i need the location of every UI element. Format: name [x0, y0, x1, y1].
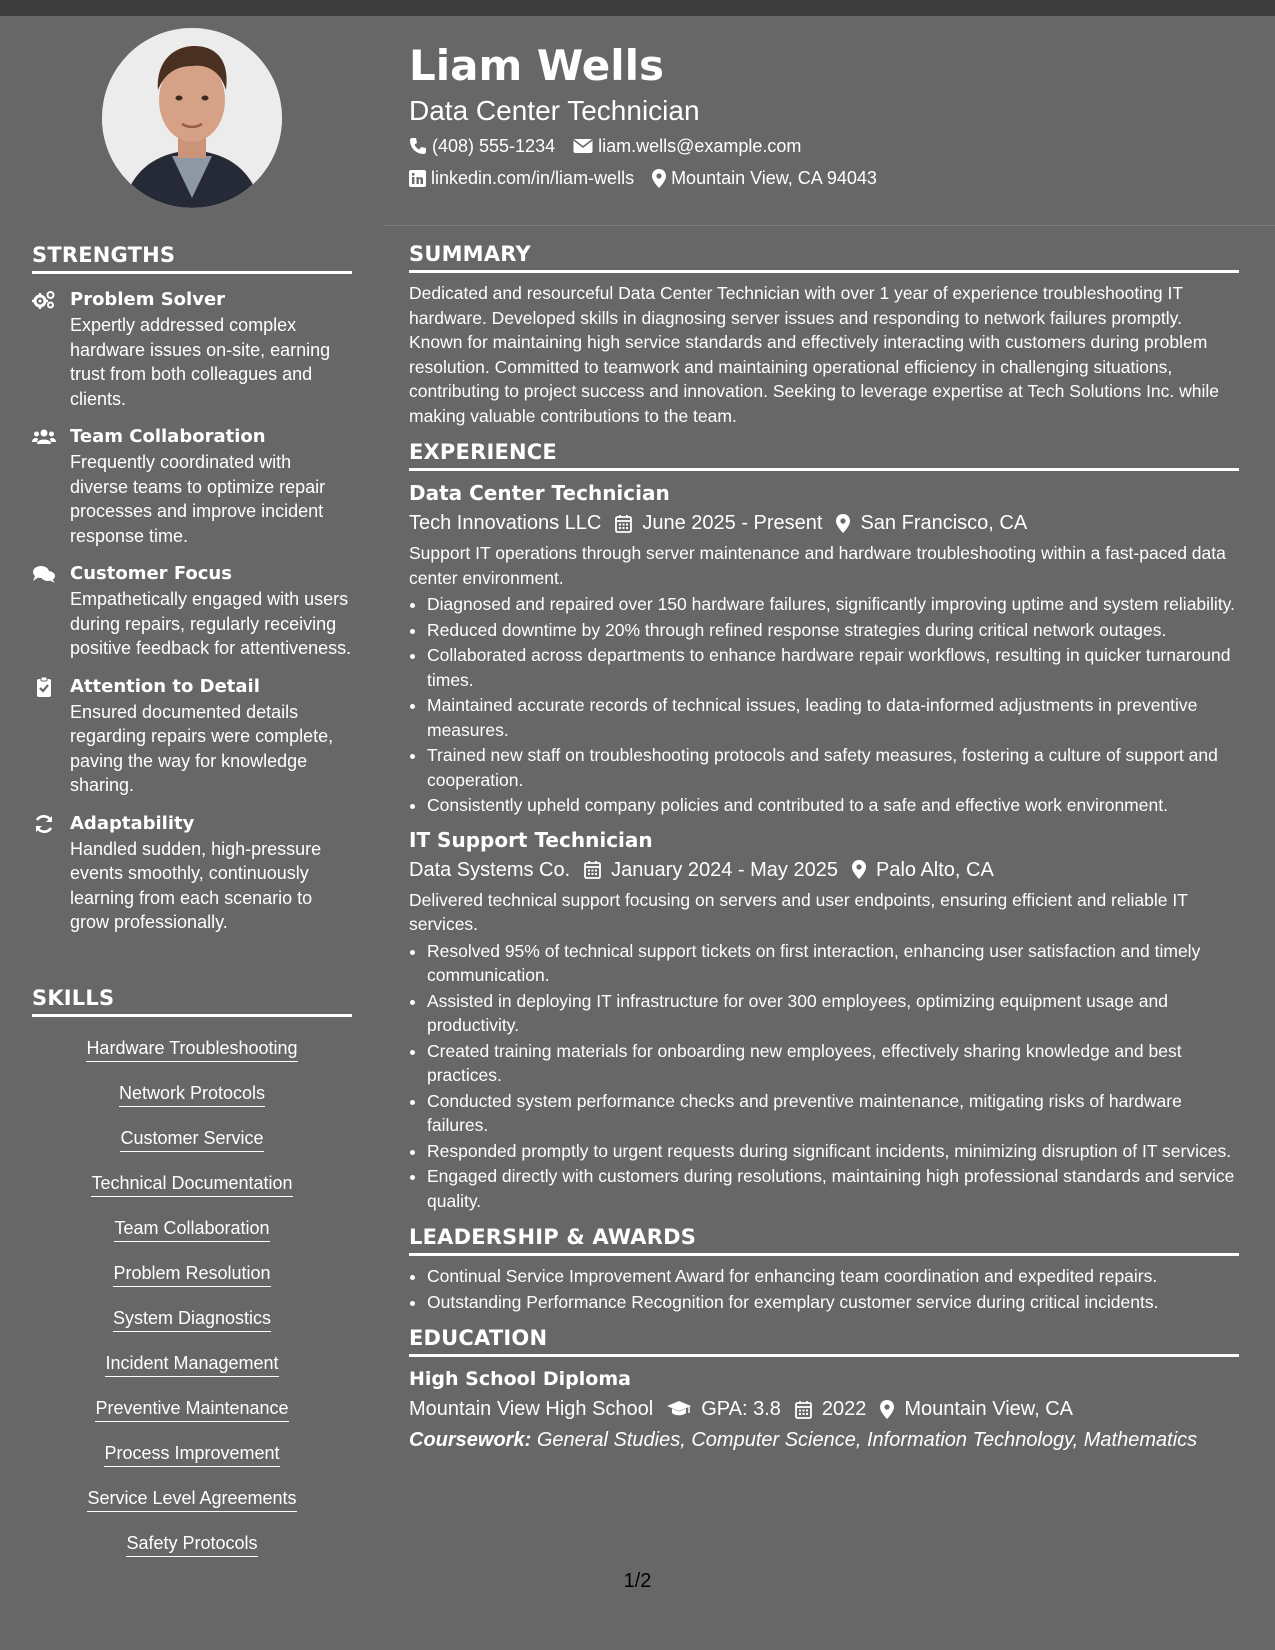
strength-desc: Ensured documented details regarding repairs were complete, paving the way for knowledge sharing. — [70, 701, 334, 795]
resume-header — [409, 40, 1239, 194]
skills-title: SKILLS — [32, 986, 352, 1017]
strength-name: Adaptability — [70, 812, 195, 834]
calendar-icon — [795, 1400, 812, 1419]
awards-list — [409, 1264, 1239, 1314]
education-location: Mountain View, CA — [904, 1398, 1074, 1420]
education-degree: High School Diploma — [409, 1368, 631, 1390]
skill-item: Customer Service — [120, 1127, 263, 1152]
summary-title: SUMMARY — [409, 242, 1239, 273]
job-bullets — [409, 592, 1239, 818]
profile-photo — [102, 28, 282, 208]
job-location-item — [852, 854, 994, 886]
map-marker-icon — [652, 169, 666, 188]
avatar — [102, 28, 282, 208]
email-item — [573, 130, 801, 162]
experience-section — [409, 440, 1239, 1213]
job-location: Palo Alto, CA — [875, 858, 994, 881]
job-entry — [409, 826, 1239, 1214]
list-item: • Engaged directly with customers during resolutions, maintaining high professional standards and service quality. — [427, 1164, 1239, 1213]
skill-item: Incident Management — [105, 1352, 278, 1377]
top-bar — [0, 0, 1275, 16]
education-meta — [409, 1393, 1239, 1425]
contact-row-1 — [409, 130, 1239, 162]
experience-title: EXPERIENCE — [409, 440, 1239, 471]
list-item: • Collaborated across departments to enhance hardware repair workflows, resulting in quicker turnaround times. — [427, 643, 1239, 692]
strength-desc: Handled sudden, high-pressure events smoothly, continuously learning from each scenario to grow professionally. — [70, 838, 322, 932]
location-item — [652, 162, 877, 194]
clipboard-check-icon — [32, 677, 56, 697]
education-gpa: GPA: 3.8 — [701, 1398, 781, 1420]
list-item: • Diagnosed and repaired over 150 hardware failures, significantly improving uptime and system reliability. — [427, 592, 1239, 617]
phone-icon — [409, 137, 427, 155]
comments-icon — [32, 564, 56, 584]
education-year-item — [795, 1393, 867, 1425]
job-dates: June 2025 - Present — [642, 512, 823, 534]
strength-name: Problem Solver — [70, 289, 226, 310]
strength-item — [32, 812, 352, 935]
candidate-name: Liam Wells — [409, 41, 664, 90]
education-year: 2022 — [821, 1398, 867, 1420]
job-dates-item — [615, 507, 822, 539]
job-location: San Francisco, CA — [860, 512, 1028, 534]
sync-icon — [32, 814, 56, 834]
strength-desc: Empathetically engaged with users during repairs, regularly receiving positive feedback for attentiveness. — [70, 589, 352, 658]
job-description: Support IT operations through server maintenance and hardware troubleshooting within a fast-paced data center environment. — [409, 543, 1226, 588]
job-title: Data Center Technician — [409, 481, 670, 505]
job-description: Delivered technical support focusing on servers and user endpoints, ensuring efficient and reliable IT services. — [409, 889, 1188, 934]
phone-text[interactable]: (408) 555-1234 — [432, 136, 556, 156]
summary-text: Dedicated and resourceful Data Center Technician with over 1 year of experience troubleshooting IT hardware. Developed skills in diagnosing server issues and responding to network failures promptly. Known for maintaining high service standards and effectively interacting with customers during problem resolution. Committed to teamwork and maintaining operational efficiency in challenging situations, contributing to project success and innovation. Seeking to leverage expertise at Tech Solutions Inc. while making valuable contributions to the team. — [409, 283, 1220, 426]
skill-item: System Diagnostics — [113, 1307, 271, 1332]
skill-item: Problem Resolution — [113, 1262, 270, 1287]
strength-item — [32, 675, 352, 798]
coursework — [409, 1425, 1239, 1455]
skill-item: Service Level Agreements — [87, 1487, 296, 1512]
strength-item — [32, 288, 352, 411]
skill-item: Safety Protocols — [126, 1532, 257, 1557]
main-column — [409, 242, 1239, 1455]
gears-icon — [32, 290, 56, 310]
strength-name: Attention to Detail — [70, 675, 260, 697]
list-item: • Outstanding Performance Recognition for exemplary customer service during critical incidents. — [427, 1290, 1239, 1315]
map-marker-icon — [880, 1400, 894, 1419]
list-item: • Reduced downtime by 20% through refined response strategies during critical network outages. — [427, 618, 1239, 643]
candidate-title: Data Center Technician — [409, 95, 700, 126]
education-title: EDUCATION — [409, 1326, 1239, 1357]
calendar-icon — [615, 514, 632, 533]
job-company: Data Systems Co. — [409, 858, 571, 881]
job-dates: January 2024 - May 2025 — [611, 858, 838, 881]
job-title: IT Support Technician — [409, 827, 653, 852]
strength-item — [32, 425, 352, 548]
list-item: • Responded promptly to urgent requests during significant incidents, minimizing disruption of IT services. — [427, 1139, 1239, 1164]
map-marker-icon — [836, 514, 850, 533]
strengths-section — [32, 243, 352, 935]
header-divider — [383, 225, 1275, 226]
gpa-item — [667, 1393, 781, 1425]
skills-section — [32, 986, 352, 1577]
list-item: • Conducted system performance checks and preventive maintenance, mitigating risks of hardware failures. — [427, 1089, 1239, 1138]
list-item: • Assisted in deploying IT infrastructure for over 300 employees, optimizing equipment usage and productivity. — [427, 989, 1239, 1038]
graduation-cap-icon — [667, 1400, 691, 1418]
job-meta — [409, 854, 1239, 886]
job-location-item — [836, 507, 1027, 539]
email-link[interactable]: liam.wells@example.com — [598, 136, 802, 156]
page-number: 1/2 — [623, 1570, 652, 1592]
job-bullets — [409, 939, 1239, 1214]
list-item: • Trained new staff on troubleshooting protocols and safety measures, fostering a culture of support and cooperation. — [427, 743, 1239, 792]
strength-desc: Expertly addressed complex hardware issues on-site, earning trust from both colleagues and clients. — [70, 315, 331, 409]
job-company: Tech Innovations LLC — [409, 512, 602, 534]
strengths-title: STRENGTHS — [32, 243, 352, 274]
skill-item: Hardware Troubleshooting — [86, 1037, 297, 1062]
coursework-label: Coursework: — [409, 1429, 532, 1451]
location-text: Mountain View, CA 94043 — [671, 168, 877, 188]
calendar-icon — [584, 860, 601, 879]
map-marker-icon — [852, 860, 866, 879]
skills-list — [32, 1037, 352, 1577]
list-item: • Consistently upheld company policies and contributed to a safe and effective work environment. — [427, 793, 1239, 818]
list-item: • Created training materials for onboarding new employees, effectively sharing knowledge and best practices. — [427, 1039, 1239, 1088]
education-location-item — [880, 1393, 1073, 1425]
strength-item — [32, 562, 352, 661]
summary-section — [409, 242, 1239, 428]
list-item: • Continual Service Improvement Award for enhancing team coordination and expedited repairs. — [427, 1264, 1239, 1289]
linkedin-item — [409, 162, 634, 194]
skill-item: Process Improvement — [104, 1442, 279, 1467]
linkedin-icon — [409, 170, 426, 187]
education-school: Mountain View High School — [409, 1398, 654, 1420]
job-meta — [409, 507, 1239, 539]
job-entry — [409, 479, 1239, 818]
skill-item: Technical Documentation — [91, 1172, 292, 1197]
awards-title: LEADERSHIP & AWARDS — [409, 1225, 1239, 1256]
phone-item — [409, 130, 555, 162]
skill-item: Team Collaboration — [114, 1217, 269, 1242]
awards-section — [409, 1225, 1239, 1314]
envelope-icon — [573, 138, 593, 154]
contact-row-2 — [409, 162, 1239, 194]
education-section — [409, 1326, 1239, 1455]
job-dates-item — [584, 854, 838, 886]
users-icon — [32, 427, 56, 447]
skill-item: Network Protocols — [119, 1082, 265, 1107]
strength-desc: Frequently coordinated with diverse teams to optimize repair processes and improve incident response time. — [70, 452, 326, 546]
skill-item: Preventive Maintenance — [95, 1397, 288, 1422]
linkedin-link[interactable]: linkedin.com/in/liam-wells — [431, 168, 635, 188]
coursework-text: General Studies, Computer Science, Information Technology, Mathematics — [536, 1429, 1198, 1451]
strength-name: Customer Focus — [70, 563, 232, 584]
list-item: • Resolved 95% of technical support tickets on first interaction, enhancing user satisfaction and timely communication. — [427, 939, 1239, 988]
list-item: • Maintained accurate records of technical issues, leading to data-informed adjustments in preventive measures. — [427, 693, 1239, 742]
strength-name: Team Collaboration — [70, 426, 266, 447]
